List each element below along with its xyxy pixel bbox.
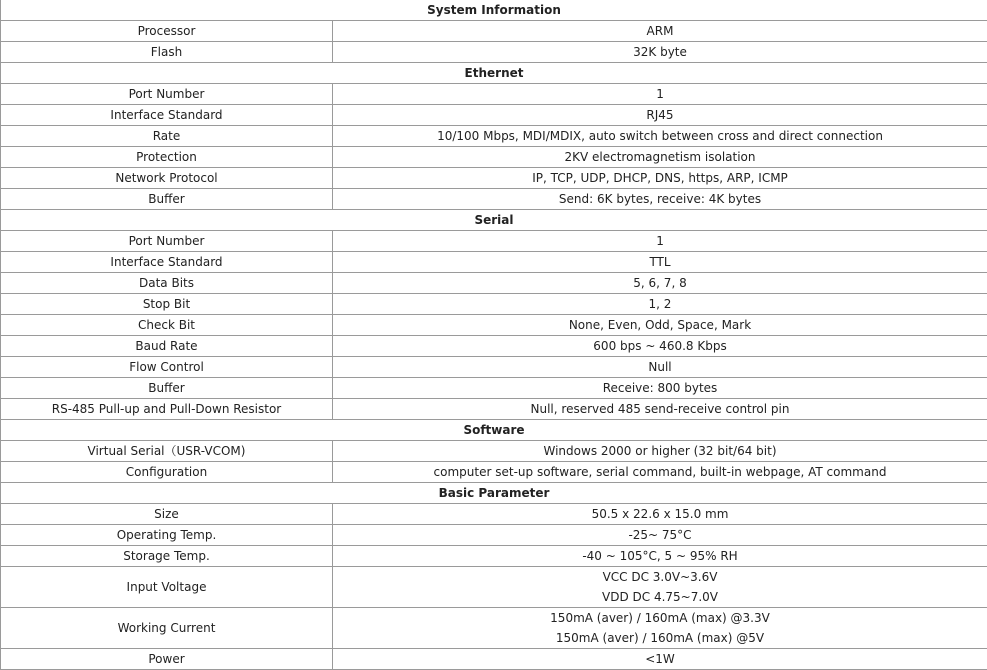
row-value-line: Send: 6K bytes, receive: 4K bytes (339, 189, 981, 209)
row-value-line: 150mA (aver) / 160mA (max) @3.3V (339, 608, 981, 628)
table-row (1, 649, 987, 670)
row-value (333, 168, 987, 189)
row-value (333, 608, 987, 649)
row-label: Processor (1, 21, 333, 42)
row-value-line: -25~ 75°C (339, 525, 981, 545)
row-value-line: 1, 2 (339, 294, 981, 314)
row-value (333, 649, 987, 670)
row-value (333, 504, 987, 525)
row-label: Check Bit (1, 315, 333, 336)
row-label: RS-485 Pull-up and Pull-Down Resistor (1, 399, 333, 420)
row-value-line: Windows 2000 or higher (32 bit/64 bit) (339, 441, 981, 461)
table-row (1, 608, 987, 649)
row-value-line: Null, reserved 485 send-receive control pin (339, 399, 981, 419)
row-value-line: IP, TCP, UDP, DHCP, DNS, https, ARP, ICMP (339, 168, 981, 188)
row-label: Flash (1, 42, 333, 63)
row-value (333, 21, 987, 42)
section-title: Serial (1, 210, 987, 231)
table-row (1, 21, 987, 42)
row-value-line: computer set-up software, serial command, built-in webpage, AT command (339, 462, 981, 482)
row-label: Stop Bit (1, 294, 333, 315)
table-row (1, 378, 987, 399)
row-label: Size (1, 504, 333, 525)
row-value (333, 462, 987, 483)
row-label: Buffer (1, 378, 333, 399)
table-row (1, 294, 987, 315)
table-row (1, 42, 987, 63)
row-value-line: RJ45 (339, 105, 981, 125)
row-label: Buffer (1, 189, 333, 210)
row-value (333, 294, 987, 315)
table-row (1, 168, 987, 189)
row-label: Rate (1, 126, 333, 147)
row-value-line: Receive: 800 bytes (339, 378, 981, 398)
row-value-line: ARM (339, 21, 981, 41)
spec-table-body (1, 0, 987, 670)
row-label: Virtual Serial（USR-VCOM) (1, 441, 333, 462)
row-value-line: VCC DC 3.0V~3.6V (339, 567, 981, 587)
row-value (333, 273, 987, 294)
section-header-row (1, 63, 987, 84)
row-value (333, 84, 987, 105)
row-value (333, 399, 987, 420)
row-value (333, 567, 987, 608)
row-label: Power (1, 649, 333, 670)
section-title: Software (1, 420, 987, 441)
section-title: Basic Parameter (1, 483, 987, 504)
table-row (1, 189, 987, 210)
table-row (1, 252, 987, 273)
table-row (1, 546, 987, 567)
table-row (1, 567, 987, 608)
section-header-row (1, 0, 987, 21)
row-value-line: TTL (339, 252, 981, 272)
row-value-line: Null (339, 357, 981, 377)
row-value (333, 336, 987, 357)
row-value-line: None, Even, Odd, Space, Mark (339, 315, 981, 335)
row-label: Network Protocol (1, 168, 333, 189)
row-label: Port Number (1, 231, 333, 252)
table-row (1, 399, 987, 420)
row-value (333, 252, 987, 273)
row-value-line: 1 (339, 84, 981, 104)
row-value-line: -40 ~ 105°C, 5 ~ 95% RH (339, 546, 981, 566)
row-value (333, 525, 987, 546)
row-label: Data Bits (1, 273, 333, 294)
row-value (333, 357, 987, 378)
table-row (1, 357, 987, 378)
row-label: Working Current (1, 608, 333, 649)
table-row (1, 315, 987, 336)
row-value (333, 315, 987, 336)
row-value-line: 10/100 Mbps, MDI/MDIX, auto switch between cross and direct connection (339, 126, 981, 146)
row-label: Input Voltage (1, 567, 333, 608)
row-value (333, 105, 987, 126)
table-row (1, 105, 987, 126)
row-label: Storage Temp. (1, 546, 333, 567)
table-row (1, 231, 987, 252)
row-label: Protection (1, 147, 333, 168)
row-value-line: VDD DC 4.75~7.0V (339, 587, 981, 607)
table-row (1, 84, 987, 105)
row-value-line: 32K byte (339, 42, 981, 62)
row-value-line: 50.5 x 22.6 x 15.0 mm (339, 504, 981, 524)
row-value (333, 546, 987, 567)
table-row (1, 525, 987, 546)
table-row (1, 273, 987, 294)
section-title: Ethernet (1, 63, 987, 84)
row-value-line: 1 (339, 231, 981, 251)
table-row (1, 126, 987, 147)
row-value (333, 378, 987, 399)
section-header-row (1, 420, 987, 441)
row-value (333, 147, 987, 168)
row-label: Baud Rate (1, 336, 333, 357)
row-value-line: 5, 6, 7, 8 (339, 273, 981, 293)
row-label: Flow Control (1, 357, 333, 378)
row-value-line: 2KV electromagnetism isolation (339, 147, 981, 167)
row-value (333, 231, 987, 252)
table-row (1, 441, 987, 462)
table-row (1, 504, 987, 525)
row-label: Port Number (1, 84, 333, 105)
row-label: Operating Temp. (1, 525, 333, 546)
row-label: Interface Standard (1, 105, 333, 126)
table-row (1, 147, 987, 168)
section-header-row (1, 483, 987, 504)
row-value (333, 42, 987, 63)
table-row (1, 336, 987, 357)
row-value (333, 441, 987, 462)
row-value (333, 126, 987, 147)
table-row (1, 462, 987, 483)
row-label: Configuration (1, 462, 333, 483)
row-value-line: 600 bps ~ 460.8 Kbps (339, 336, 981, 356)
section-title: System Information (1, 0, 987, 21)
row-value (333, 189, 987, 210)
section-header-row (1, 210, 987, 231)
row-label: Interface Standard (1, 252, 333, 273)
row-value-line: <1W (339, 649, 981, 669)
row-value-line: 150mA (aver) / 160mA (max) @5V (339, 628, 981, 648)
